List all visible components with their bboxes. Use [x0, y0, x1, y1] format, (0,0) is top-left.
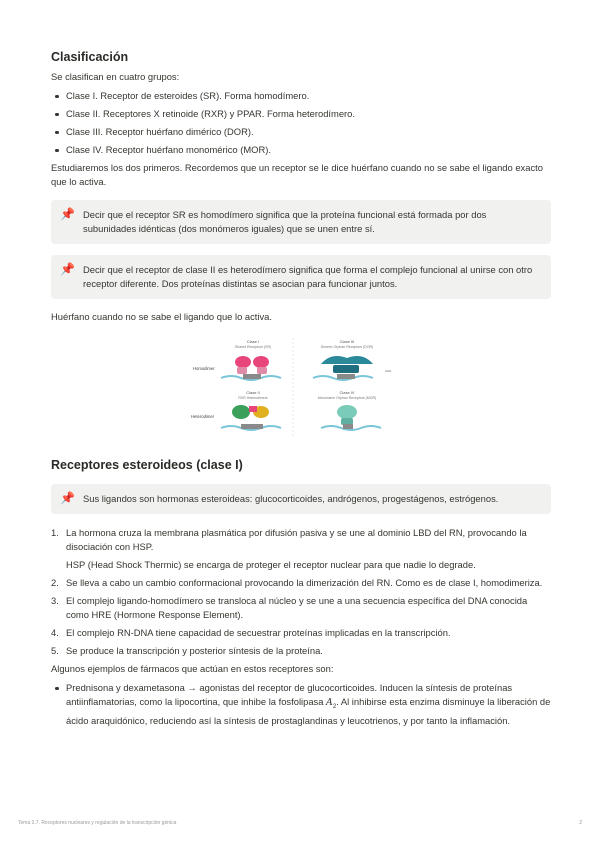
receptor-shape — [237, 367, 247, 374]
receptor-shape — [341, 418, 353, 425]
footer-title: Tema 2.7. Receptores nucleares y regulación de la transcripción génica — [18, 820, 177, 826]
list-item: Clase I. Receptor de esteroides (SR). Forma homodímero. — [51, 89, 551, 103]
list-item: Clase III. Receptor huérfano dimérico (DOR). — [51, 125, 551, 139]
hre-label: HRE — [385, 369, 392, 373]
list-item — [51, 526, 551, 572]
class2-sub: RXR Heterodimers — [238, 396, 268, 400]
receptor-classes-figure — [191, 336, 419, 440]
step-text: El complejo RN-DNA tiene capacidad de secuestrar proteínas implicadas en la transcripción. — [66, 627, 451, 638]
list-item — [51, 644, 551, 658]
examples-list — [51, 681, 551, 728]
example-text: Prednisona y dexametasona → agonistas del receptor de glucocorticoides. Inducen la síntesis de proteínas antiinflamatorias, como la lipocortina, que inhibe la fosfolipasa — [66, 682, 513, 707]
receptor-shape — [333, 365, 359, 373]
class2-label: Clase II — [246, 390, 260, 395]
examples-intro: Algunos ejemplos de fármacos que actúan en estos receptores son: — [51, 663, 334, 674]
class4-label: Clase IV — [339, 390, 355, 395]
receptor-shape — [243, 374, 261, 379]
heterodimer-label: Heterodimer — [191, 414, 215, 419]
receptor-shape — [337, 374, 355, 379]
receptor-shape — [257, 367, 267, 374]
receptor-shape — [253, 356, 269, 368]
enzyme-subscript: 2 — [332, 703, 337, 710]
step-number: 1. — [51, 527, 59, 538]
list-item: Clase IV. Receptor huérfano monomérico (MOR). — [51, 143, 551, 157]
receptor-shape — [249, 406, 257, 412]
callout-text: Decir que el receptor SR es homodímero significa que la proteína funcional está formada por dos subunidades idénticas (dos monómeros iguales) que se unen entre sí. — [83, 209, 487, 234]
page-content — [51, 50, 551, 732]
class3-label: Clase III — [339, 339, 355, 344]
callout-ligands — [51, 484, 551, 514]
receptor-classes-diagram — [191, 336, 419, 440]
example-text-continued: . Al inhibirse esta enzima disminuye la liberación de ácido araquidónico, reduciendo así la síntesis de prostaglandinas y leucotrienos, y por tanto la inflamación. — [66, 696, 551, 726]
step-text: Se produce la transcripción y posterior síntesis de la proteína. — [66, 645, 323, 656]
class4-sub: Monomeric Orphan Receptors (MOR) — [317, 396, 377, 400]
receptor-shape — [337, 405, 357, 419]
callout-heterodimer — [51, 255, 551, 299]
orphan-note: Huérfano cuando no se sabe el ligando que lo activa. — [51, 311, 272, 322]
receptor-shape — [343, 424, 353, 429]
list-item — [51, 594, 551, 622]
homodimer-label: Homodimer — [193, 366, 215, 371]
receptor-shape — [241, 424, 263, 429]
step-text: Se lleva a cabo un cambio conformacional provocando la dimerización del RN. Como es de clase I, homodimeriza. — [66, 577, 543, 588]
page-footer — [18, 820, 582, 826]
step-number: 4. — [51, 627, 59, 638]
receptor-shape — [232, 405, 250, 419]
section-title-receptores-esteroideos: Receptores esteroideos (clase I) — [51, 458, 243, 472]
pushpin-icon: 📌 — [60, 207, 75, 221]
callout-text: Sus ligandos son hormonas esteroideas: glucocorticoides, andrógenos, progestágenos, estrógenos. — [83, 493, 499, 504]
pushpin-icon: 📌 — [60, 262, 75, 276]
section-title-clasificacion: Clasificación — [51, 50, 129, 64]
paragraph: Estudiaremos los dos primeros. Recordemos que un receptor se le dice huérfano cuando no se sabe el ligando exacto que lo activa. — [51, 162, 543, 187]
class1-sub: Shared Receptors (SR) — [234, 345, 272, 349]
step-subtext: HSP (Head Shock Thermic) se encarga de proteger el receptor nuclear para que nadie lo degrade. — [66, 559, 476, 570]
groups-list — [51, 89, 551, 157]
receptor-shape — [235, 356, 251, 368]
receptor-shape — [321, 356, 373, 364]
callout-homodimer — [51, 200, 551, 244]
class1-label: Clase I — [246, 339, 260, 344]
step-number: 3. — [51, 595, 59, 606]
list-item — [51, 626, 551, 640]
list-item — [51, 681, 551, 728]
step-text: El complejo ligando-homodímero se transloca al núcleo y se une a una secuencia específica del DNA conocida como HRE (Hormone Response Element). — [66, 595, 528, 620]
callout-text: Decir que el receptor de clase II es heterodímero significa que forma el complejo funcional al unirse con otro receptor diferente. Dos proteínas distintas se asocian para funcionar juntos. — [83, 264, 533, 289]
list-item: Clase II. Receptores X retinoide (RXR) y PPAR. Forma heterodímero. — [51, 107, 551, 121]
list-item — [51, 576, 551, 590]
step-number: 2. — [51, 577, 59, 588]
step-number: 5. — [51, 645, 59, 656]
steps-list — [51, 526, 551, 658]
page-number: 2 — [579, 820, 582, 826]
step-text: La hormona cruza la membrana plasmática por difusión pasiva y se une al dominio LBD del RN, provocando la disociación con HSP. — [66, 527, 527, 552]
intro-text: Se clasifican en cuatro grupos: — [51, 71, 180, 82]
enzyme-symbol: A — [326, 697, 333, 708]
class3-sub: Dimeric Orphan Receptors (DOR) — [320, 345, 374, 349]
pushpin-icon: 📌 — [60, 491, 75, 505]
